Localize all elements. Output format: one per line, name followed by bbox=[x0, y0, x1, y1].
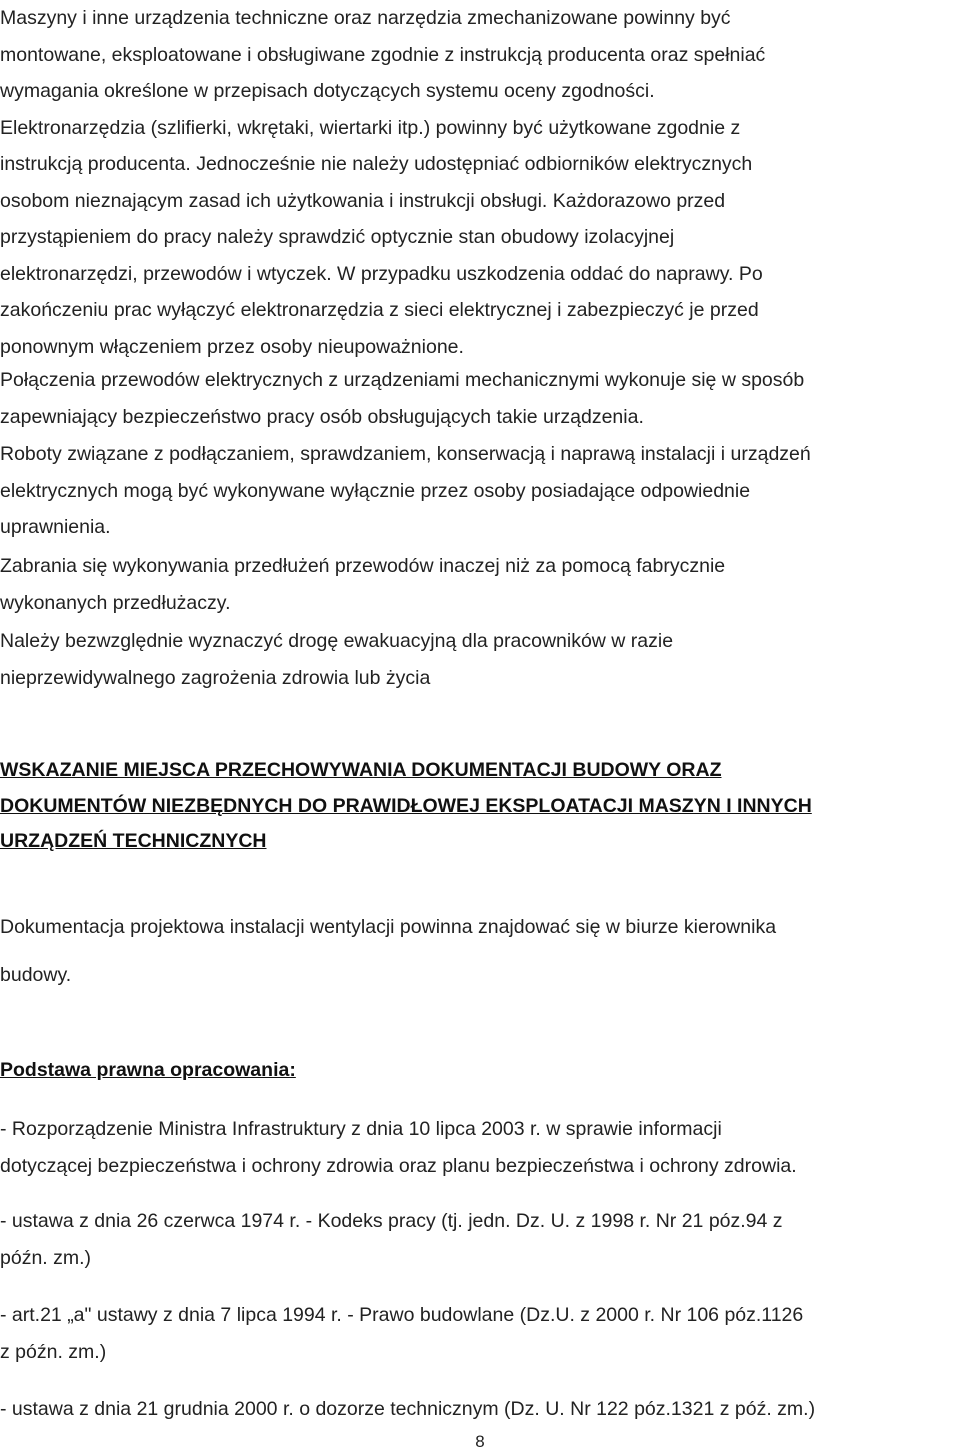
text-line: Roboty związane z podłączaniem, sprawdzaniem, konserwacją i naprawą instalacji i urządzeń bbox=[0, 443, 811, 465]
legal-basis-heading bbox=[0, 1052, 960, 1089]
text-line: ponownym włączeniem przez osoby nieupoważnione. bbox=[0, 335, 464, 358]
text-line: osobom nieznającym zasad ich użytkowania i instrukcji obsługi. Każdorazowo przed bbox=[0, 189, 726, 212]
paragraph-machinery-rules bbox=[0, 0, 960, 365]
legal-item-regulation bbox=[0, 1111, 960, 1184]
text-line: budowy. bbox=[0, 964, 72, 986]
text-line: z późn. zm.) bbox=[0, 1340, 107, 1363]
text-line: montowane, eksploatowane i obsługiwane zgodnie z instrukcją producenta oraz spełniać bbox=[0, 43, 766, 66]
heading-line: URZĄDZEŃ TECHNICZNYCH bbox=[0, 830, 267, 852]
text-line: - Rozporządzenie Ministra Infrastruktury z dnia 10 lipca 2003 r. w sprawie informacji bbox=[0, 1118, 722, 1140]
text-line: Dokumentacja projektowa instalacji wentylacji powinna znajdować się w biurze kierownika bbox=[0, 916, 777, 938]
text-line: Połączenia przewodów elektrycznych z urządzeniami mechanicznymi wykonuje się w sposób bbox=[0, 369, 805, 391]
text-line: wymagania określone w przepisach dotyczących systemu oceny zgodności. bbox=[0, 80, 655, 102]
text-line: elektronarzędzi, przewodów i wtyczek. W przypadku uszkodzenia oddać do naprawy. Po bbox=[0, 262, 763, 285]
text-line: - ustawa z dnia 26 czerwca 1974 r. - Kodeks pracy (tj. jedn. Dz. U. z 1998 r. Nr 21 póz.94 z bbox=[0, 1210, 783, 1232]
text-line: wykonanych przedłużaczy. bbox=[0, 591, 231, 614]
heading-line: DOKUMENTÓW NIEZBĘDNYCH DO PRAWIDŁOWEJ EKSPLOATACJI MASZYN I INNYCH bbox=[0, 794, 812, 817]
paragraph-documentation-location bbox=[0, 903, 960, 999]
text-line: elektrycznych mogą być wykonywane wyłącznie przez osoby posiadające odpowiednie bbox=[0, 479, 751, 502]
text-line: Należy bezwzględnie wyznaczyć drogę ewakuacyjną dla pracowników w razie bbox=[0, 630, 674, 652]
text-line: dotyczącej bezpieczeństwa i ochrony zdrowia oraz planu bezpieczeństwa i ochrony zdrowia. bbox=[0, 1154, 797, 1177]
text-line: uprawnienia. bbox=[0, 516, 111, 538]
paragraph-evacuation-route bbox=[0, 623, 960, 696]
paragraph-electrical-works bbox=[0, 436, 960, 546]
text-line: - ustawa z dnia 21 grudnia 2000 r. o dozorze technicznym (Dz. U. Nr 122 póz.1321 z póź. zm.) bbox=[0, 1398, 816, 1420]
text-line: zakończeniu prac wyłączyć elektronarzędzia z sieci elektrycznej i zabezpieczyć je przed bbox=[0, 299, 759, 321]
section-heading bbox=[0, 753, 960, 860]
text-line: Zabrania się wykonywania przedłużeń przewodów inaczej niż za pomocą fabrycznie bbox=[0, 555, 726, 577]
text-line: instrukcją producenta. Jednocześnie nie należy udostępniać odbiorników elektrycznych bbox=[0, 153, 753, 175]
text-line: późn. zm.) bbox=[0, 1246, 92, 1269]
heading-line: WSKAZANIE MIEJSCA PRZECHOWYWANIA DOKUMENTACJI BUDOWY ORAZ bbox=[0, 759, 722, 781]
text-line: przystąpieniem do pracy należy sprawdzić optycznie stan obudowy izolacyjnej bbox=[0, 226, 675, 248]
legal-item-building-law bbox=[0, 1297, 960, 1370]
paragraph-wire-connections bbox=[0, 362, 960, 435]
text-line: nieprzewidywalnego zagrożenia zdrowia lub życia bbox=[0, 666, 431, 689]
legal-item-technical-supervision bbox=[0, 1391, 960, 1428]
legal-item-labor-code bbox=[0, 1203, 960, 1276]
text-line: zapewniający bezpieczeństwo pracy osób obsługujących takie urządzenia. bbox=[0, 405, 644, 428]
page-number: 8 bbox=[475, 1432, 485, 1451]
paragraph-extension-cords bbox=[0, 548, 960, 621]
heading-line: Podstawa prawna opracowania: bbox=[0, 1059, 296, 1081]
text-line: - art.21 „a" ustawy z dnia 7 lipca 1994 r. - Prawo budowlane (Dz.U. z 2000 r. Nr 106 póz.1126 bbox=[0, 1304, 804, 1326]
text-line: Elektronarzędzia (szlifierki, wkrętaki, wiertarki itp.) powinny być użytkowane zgodnie z bbox=[0, 116, 741, 139]
text-line: Maszyny i inne urządzenia techniczne oraz narzędzia zmechanizowane powinny być bbox=[0, 7, 731, 29]
